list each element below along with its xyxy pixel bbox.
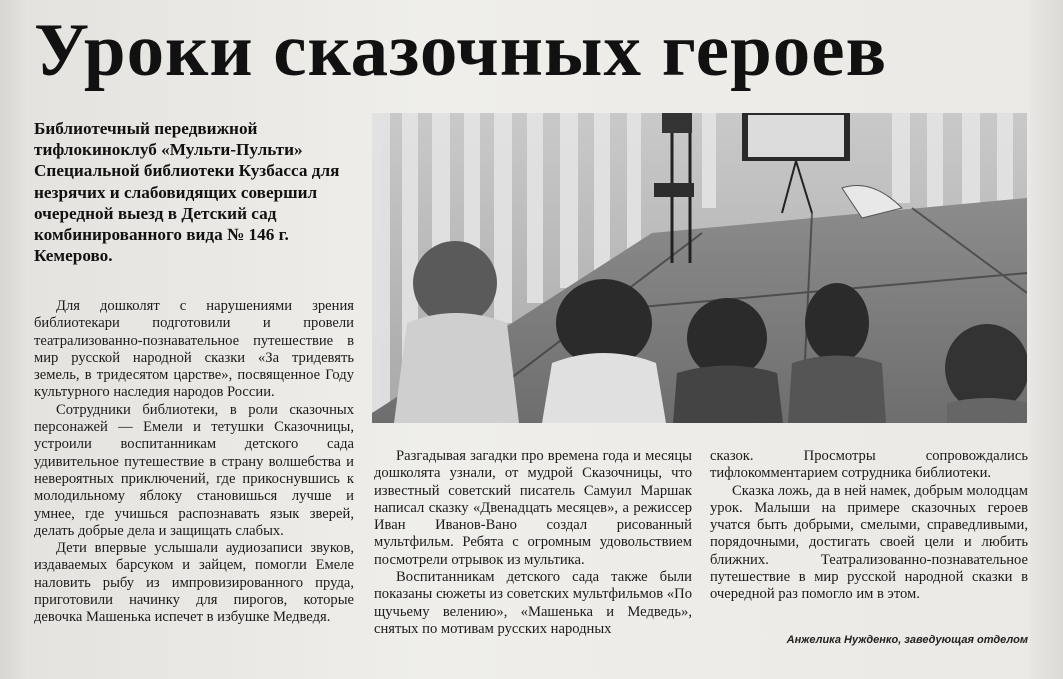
article-column-1 [34, 298, 354, 627]
paragraph: Дети впервые услышали аудиозаписи звуков, издаваемых барсуком и зайцем, помогли Емеле наловить рыбу из импровизированного пруда, приготовили начинку для пирогов, которые девочка Машенька испечет в избушке Медведя. [34, 540, 354, 626]
paragraph: сказок. Просмотры сопровождались тифлокомментарием сотрудника библиотеки. [710, 448, 1028, 482]
article-lead: Библиотечный передвижной тифлокиноклуб «Мульти-Пульти» Специальной библиотеки Кузбасса для незрячих и слабовидящих совершил очередной выезд в Детский сад комбинированного вида № 146 г. Кемерово. [34, 119, 340, 266]
article-headline: Уроки сказочных героев [34, 9, 888, 92]
article-column-3 [710, 448, 1028, 604]
article-column-2 [374, 448, 692, 638]
left-margin-shadow [0, 0, 28, 679]
paragraph: Сказка ложь, да в ней намек, добрым молодцам урок. Малыши на примере сказочных героев учатся быть добрыми, смелыми, справедливыми, порядочными, достигать своей цели и любить ближних. Театрализованно-познавательное путешествие в мир русской народной сказки в очередной раз помогло им в этом. [710, 482, 1028, 603]
photo-children-watching-screen [372, 113, 1027, 423]
paragraph: Сотрудники библиотеки, в роли сказочных персонажей — Емели и тетушки Сказочницы, устроили воспитанникам детского сада удивительное путешествие в страну волшебства и невероятных приключений, где прикоснувшись к молодильному яблоку становишься лучше и умнее, где учишься распознавать язык зверей, делать добрые дела и защищать слабых. [34, 401, 354, 539]
paragraph: Воспитанникам детского сада также были показаны сюжеты из советских мультфильмов «По щучьему велению», «Машенька и Медведь», снятых по мотивам русских народных [374, 569, 692, 637]
paragraph: Разгадывая загадки про времена года и месяцы дошколята узнали, от мудрой Сказочницы, что известный советский писатель Самуил Маршак написал сказку «Двенадцать месяцев», а режиссер Иван Иванов-Вано создал рисованный мультфильм. Ребята с огромным удовольствием посмотрели отрывок из мультика. [374, 448, 692, 568]
article-photo [372, 113, 1027, 423]
paragraph: Для дошколят с нарушениями зрения библиотекари подготовили и провели театрализованно-познавательное путешествие в мир русской народной сказки «За тридевять земель, в тридесятом царстве», посвященное Году культурного наследия народов России. [34, 298, 354, 401]
author-credit: Анжелика Нужденко, заведующая отделом [786, 634, 1028, 646]
right-margin-shadow [1030, 0, 1063, 679]
